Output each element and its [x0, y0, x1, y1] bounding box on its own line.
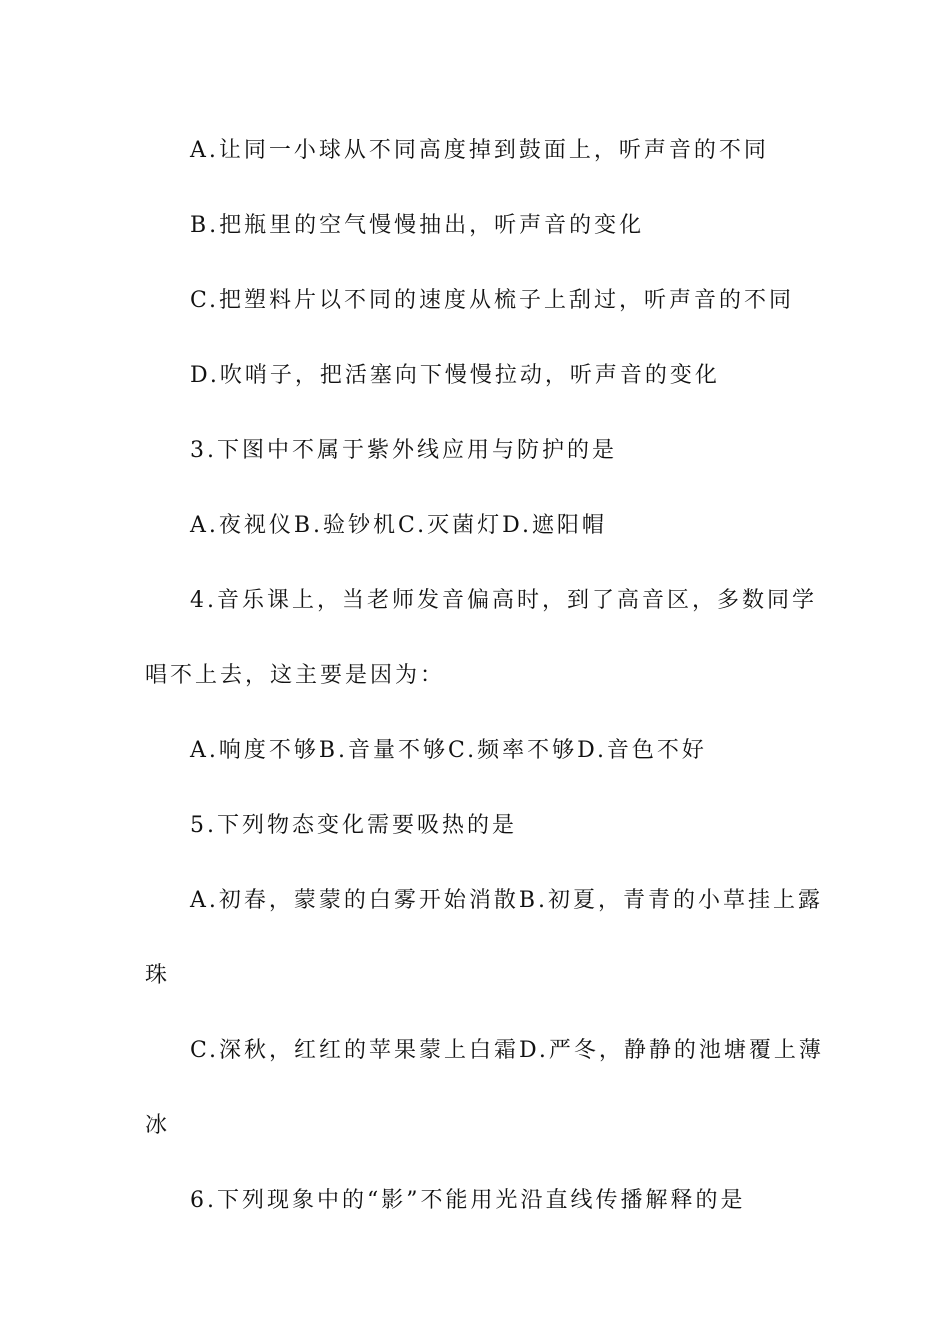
option-line: D.吹哨子，把活塞向下慢慢拉动，听声音的变化: [190, 363, 720, 388]
option-line: B.把瓶里的空气慢慢抽出，听声音的变化: [190, 213, 645, 238]
option-line: C.把塑料片以不同的速度从梳子上刮过，听声音的不同: [190, 288, 795, 313]
option-line: A.响度不够B.音量不够C.频率不够D.音色不好: [190, 738, 707, 763]
option-line: A.让同一小球从不同高度掉到鼓面上，听声音的不同: [190, 138, 769, 163]
question-line: 4.音乐课上，当老师发音偏高时，到了高音区，多数同学: [190, 588, 817, 613]
option-line: A.初春，蒙蒙的白雾开始消散B.初夏，青青的小草挂上露: [190, 888, 824, 913]
question-line: 6.下列现象中的“影”不能用光沿直线传播解释的是: [190, 1188, 746, 1213]
option-continuation-line: 冰: [145, 1113, 171, 1138]
option-line: C.深秋，红红的苹果蒙上白霜D.严冬，静静的池塘覆上薄: [190, 1038, 824, 1063]
option-continuation-line: 珠: [145, 963, 171, 988]
question-line: 3.下图中不属于紫外线应用与防护的是: [190, 438, 617, 463]
question-continuation-line: 唱不上去，这主要是因为：: [145, 663, 446, 688]
option-line: A.夜视仪B.验钞机C.灭菌灯D.遮阳帽: [190, 513, 607, 538]
question-line: 5.下列物态变化需要吸热的是: [190, 813, 517, 838]
